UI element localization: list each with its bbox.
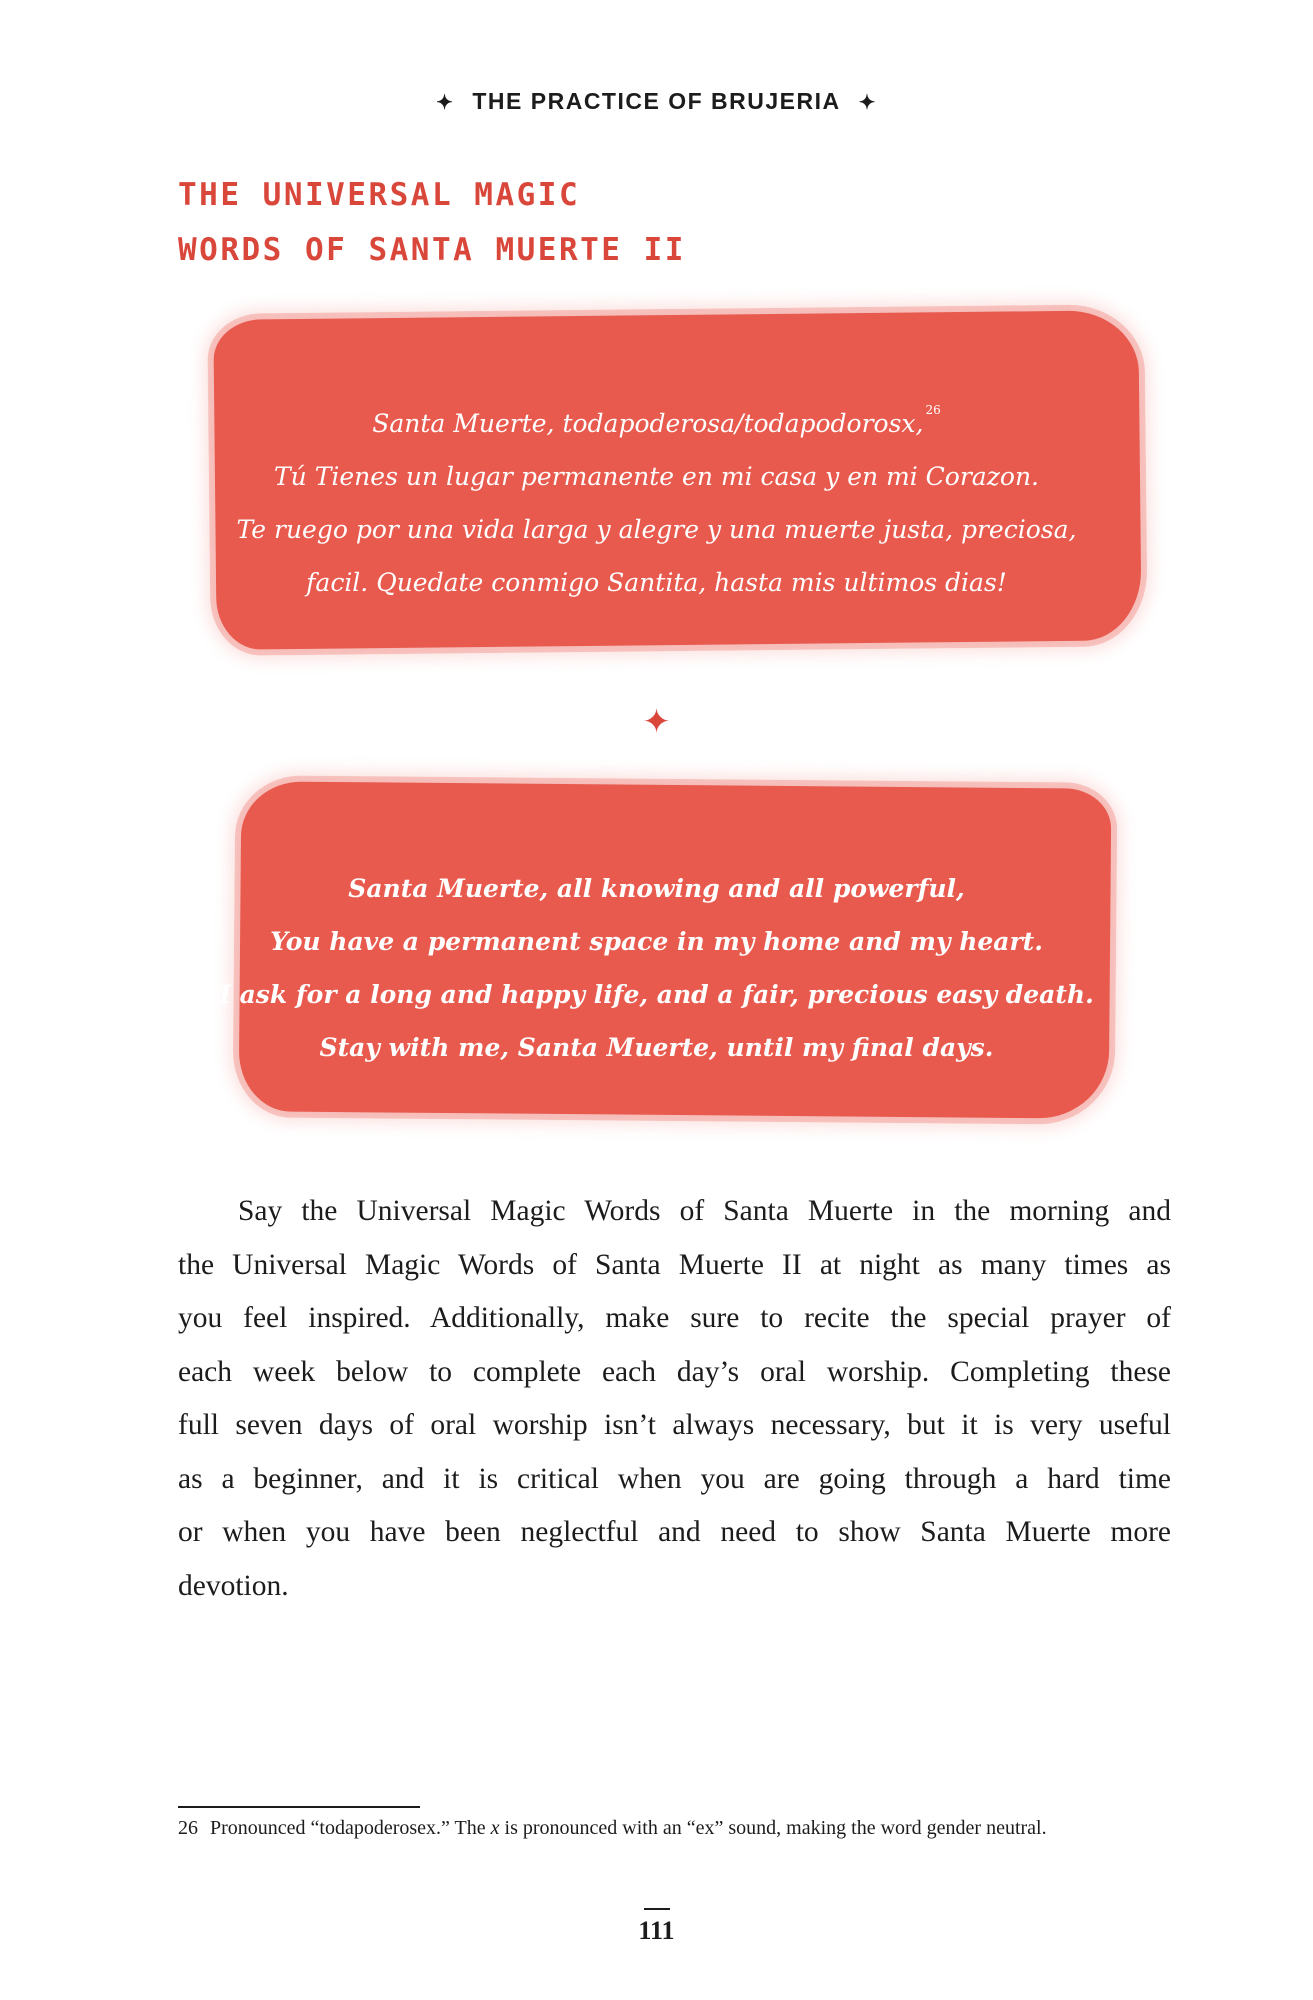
star-ornament-icon: ✦ [436,92,455,114]
footnote-divider [178,1806,420,1808]
body-line: Say the Universal Magic Words of Santa Muerte in the morning and [238,1195,1171,1227]
prayer-spanish-line-1-text: Santa Muerte, todapoderosa/todapodorosx, [372,409,924,438]
footnote-reference: 26 [925,403,941,417]
page-number-rule [644,1908,670,1910]
section-heading-line-1: THE UNIVERSAL MAGIC [178,177,581,213]
page-number [0,1908,1313,1946]
footnote-italic-letter: x [490,1817,500,1839]
divider-star-icon: ✦ [642,702,671,742]
footnote [178,1815,1173,1841]
star-ornament-icon: ✦ [858,92,877,114]
body-line: each week below to complete each day’s oral worship. Completing these [178,1355,1171,1388]
running-head [0,88,1313,115]
footnote-text-end: is pronounced with an “ex” sound, making the word gender neutral. [499,1817,1047,1839]
running-head-title: THE PRACTICE OF BRUJERIA [472,88,841,114]
prayer-english [0,862,1313,1074]
page-number-text: 111 [638,1916,675,1945]
footnote-number: 26 [178,1817,198,1839]
body-line: you feel inspired. Additionally, make sure to recite the special prayer of [178,1302,1171,1334]
prayer-spanish-line-4: facil. Quedate conmigo Santita, hasta mis ultimos dias! [306,568,1007,597]
section-heading [178,168,1078,278]
prayer-spanish-line-2: Tú Tienes un lugar permanente en mi casa y en mi Corazon. [273,462,1039,491]
body-line: the Universal Magic Words of Santa Muerte II at night as many times as [178,1248,1171,1281]
footnote-text-start: Pronounced “todapoderosex.” The [210,1817,491,1839]
body-line: full seven days of oral worship isn’t always necessary, but it is very useful [178,1409,1171,1441]
body-line: devotion. [178,1569,289,1602]
prayer-english-line-4: Stay with me, Santa Muerte, until my final days. [319,1033,994,1062]
body-line: as a beginner, and it is critical when you are going through a hard time [178,1462,1171,1495]
prayer-spanish-line-1 [0,384,1313,450]
body-line: or when you have been neglectful and need to show Santa Muerte more [178,1516,1171,1548]
prayer-english-line-1: Santa Muerte, all knowing and all powerful, [348,874,965,903]
prayer-spanish-line-3: Te ruego por una vida larga y alegre y una muerte justa, preciosa, [236,515,1077,544]
body-paragraph [178,1185,1171,1613]
section-heading-line-2: WORDS OF SANTA MUERTE II [178,232,686,268]
prayer-english-line-2: You have a permanent space in my home and my heart. [270,927,1043,956]
prayer-english-line-3: I ask for a long and happy life, and a fair, precious easy death. [219,980,1094,1009]
prayer-spanish [0,384,1313,609]
